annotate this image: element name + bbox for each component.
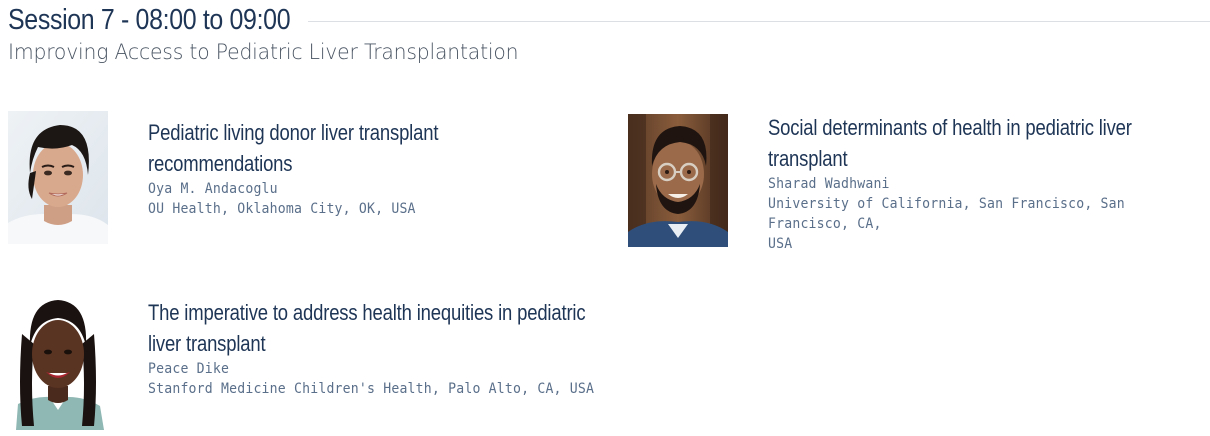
speaker-photo	[8, 294, 108, 430]
speaker-name: Peace Dike	[148, 361, 230, 377]
talk-title-line: The imperative to address health inequities in pediatric	[148, 300, 586, 325]
talk-title-line: Social determinants of health in pediatric liver	[768, 115, 1132, 140]
session-header	[8, 0, 1210, 40]
session-divider	[308, 21, 1210, 22]
affiliation-line: USA	[768, 236, 793, 252]
session-title: Session 7 - 08:00 to 09:00	[8, 3, 291, 36]
speaker-affiliation: OU Health, Oklahoma City, OK, USA	[148, 201, 416, 217]
talk-title[interactable]	[148, 117, 602, 179]
talk-title-line: transplant	[768, 146, 848, 171]
session-subtitle: Improving Access to Pediatric Liver Transplantation	[8, 40, 519, 64]
talk-title[interactable]	[768, 112, 1210, 174]
speaker-name: Oya M. Andacoglu	[148, 181, 278, 197]
speaker-name: Sharad Wadhwani	[768, 176, 890, 192]
talk-title-line: liver transplant	[148, 331, 266, 356]
speaker-affiliation	[768, 194, 1210, 254]
affiliation-line: University of California, San Francisco, San Francisco, CA,	[768, 196, 1125, 232]
speaker-photo	[628, 114, 728, 247]
talk-title-line: Pediatric living donor liver transplant	[148, 120, 439, 145]
speaker-photo	[8, 111, 108, 244]
speaker-affiliation: Stanford Medicine Children's Health, Palo Alto, CA, USA	[148, 381, 595, 397]
talk-title[interactable]	[148, 297, 618, 359]
talk-title-line: recommendations	[148, 151, 293, 176]
